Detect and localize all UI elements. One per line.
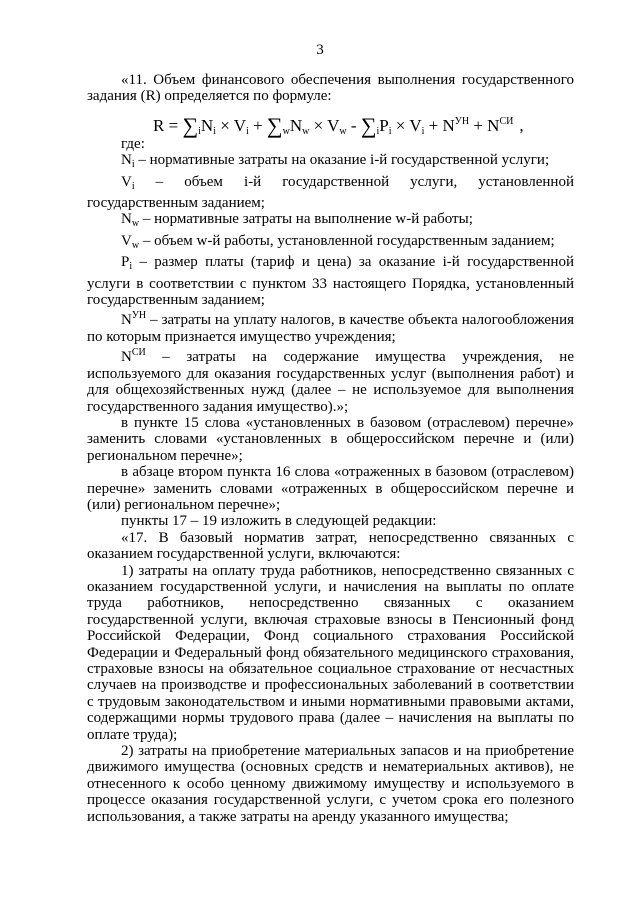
formula-times-3: × [391,115,410,135]
def-nun-sup: УН [131,310,147,322]
def-pi-symbol: P [121,254,130,271]
def-ni [87,152,574,173]
sum-symbol-2: ∑ [266,112,283,138]
formula-v-2: V [327,115,340,135]
paragraph-item-2: 2) затраты на приобретение материальных запасов и на приобретение движимого имущества (основных средств и нематериальных активов), не отнесенного к особо ценному движимому имуществу и используемого в процессе оказания государственной услуги, с учетом срока его полезного использования, а также затраты на аренду указанного имущества; [87,743,574,825]
def-vi-symbol: V [121,173,132,190]
formula-v-1: V [233,115,247,135]
formula-comma: , [519,115,524,135]
sum-symbol-3: ∑ [360,112,377,138]
paragraph-point-17-intro: «17. В базовый норматив затрат, непосредственно связанных с оказанием государственной услуги, включаются: [87,529,574,563]
formula-n-1: N [200,115,214,135]
formula-n-un: N [442,115,455,135]
formula-n-2: N [289,115,303,135]
def-vi-sub: i [131,180,135,192]
formula-plus-1: + [248,115,267,135]
def-nw-symbol: N [121,211,132,228]
def-nw-sub: w [131,218,140,230]
formula-n-sub-1: i [213,125,216,137]
formula-times-1: × [215,115,234,135]
def-nun-text: – затраты на уплату налогов, в качестве объекта налогообложения по которым признается имущество учреждения; [87,312,574,345]
formula-minus: - [346,115,361,135]
def-ni-text: – нормативные затраты на оказание i-й государственной услуги; [134,152,550,169]
def-ni-sub: i [131,159,135,171]
paragraph-item-1: 1) затраты на оплату труда работников, непосредственно связанных с оказанием государственной услуги, и начисления на выплаты по оплате труда работников, непосредственно связанных с оказанием государственной услуги, включая страховые взносы в Пенсионный фонд Российской Федерации, Фонд социального страхования Российской Федерации и Федеральный фонд обязательного медицинского страхования, страховые взносы на обязательное социальное страхование от несчастных случаев на производстве и профессиональных заболеваний в соответствии с трудовым законодательством и иными нормативными правовыми актами, содержащими нормы трудового права (далее – начисления на выплаты по оплате труда); [87,562,574,743]
def-nsi [87,345,574,415]
formula-v-sub-2: w [339,125,347,137]
def-vi [87,174,574,212]
paragraph-point-16: в абзаце втором пункта 16 слова «отраженных в базовом (отраслевом) перечне» заменить словами «отраженных в общероссийском перечне и (или) региональном перечне»; [87,464,574,513]
def-vw-text: – объем w-й работы, установленной государственным заданием; [139,232,555,249]
formula-times-2: × [309,115,328,135]
def-vw-symbol: V [121,232,132,249]
def-nun-symbol: N [121,312,132,329]
formula-v-3: V [409,115,422,135]
sum-symbol-1: ∑ [182,112,199,138]
formula-plus-3: + [469,115,488,135]
formula-n-sub-2: w [302,125,310,137]
def-vw-sub: w [131,239,140,251]
sum-index-3: i [376,125,380,137]
def-nsi-text: – затраты на содержание имущества учреждения, не используемого для оказания государственных услуг (выполнения работ) и для общехозяйственных нужд (далее – не используемое для выполнения государственного задания имущество).»; [87,349,574,415]
def-pi-text: – размер платы (тариф и цена) за оказание i-й государственной услуги в соответствии с пунктом 33 настоящего Порядка, установленный государственным заданием; [87,254,574,309]
def-pi-sub: i [129,261,133,273]
paragraph-point-15: в пункте 15 слова «установленных в базовом (отраслевом) перечне» заменить словами «установленных в общероссийском перечне и (или) региональном перечне»; [87,414,574,464]
sum-index-2: w [282,125,290,137]
def-vw [87,233,574,254]
formula-p-sub: i [388,125,392,137]
page-number: 3 [316,42,324,58]
formula-v-sub-3: i [421,125,425,137]
formula-plus-2: + [424,115,443,135]
formula-lhs: R = [153,115,183,135]
def-nsi-sup: СИ [131,347,146,359]
def-nun [87,308,574,345]
formula [87,111,574,138]
def-nw-text: – нормативные затраты на выполнение w-й работы; [139,211,473,228]
def-vi-text: – объем i-й государственной услуги, установленной государственным заданием; [87,173,574,212]
formula-un-sup: УН [454,115,470,127]
document-body [87,72,574,825]
intro-paragraph: «11. Объем финансового обеспечения выполнения государственного задания (R) определяется по формуле: [87,72,574,105]
def-ni-symbol: N [121,152,132,169]
formula-si-sup: СИ [499,115,514,127]
def-nw [87,211,574,232]
sum-index-1: i [198,125,201,137]
def-pi [87,254,574,308]
where-label: где: [121,135,145,152]
paragraph-points-17-19: пункты 17 – 19 изложить в следующей редакции: [121,513,437,530]
formula-p: P [379,115,389,135]
formula-v-sub-1: i [246,125,249,137]
formula-n-si: N [487,115,500,135]
def-nsi-symbol: N [121,349,132,366]
